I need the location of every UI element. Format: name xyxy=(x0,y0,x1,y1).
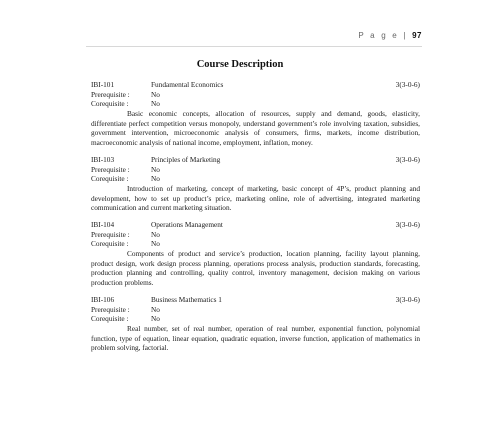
course-credit: 3(3-0-6) xyxy=(395,155,420,164)
prerequisite-label: Prerequisite : xyxy=(91,164,130,174)
page-separator: | xyxy=(403,31,408,40)
course-description: Components of product and service’s production, location planning, facility layout planning, product design, work design process planning, operations process analysis, production standards, forecasting, production planning and controlling, quality control, inventory management, decision making on various production problems. xyxy=(91,249,420,288)
course-description: Basic economic concepts, allocation of resources, supply and demand, goods, elasticity, differentiate perfect competition versus monopoly, understand government’s role involving taxation, subsidies, government intervention, microeconomic analysis of consumers, firms, markets, income distribution, macroeconomic analysis of national income, employment, inflation, money. xyxy=(91,109,420,148)
prerequisite-label: Prerequisite : xyxy=(91,304,130,314)
corequisite-label: Corequisite : xyxy=(91,239,129,249)
course-entry xyxy=(91,80,420,148)
corequisite-value: No xyxy=(151,99,160,109)
corequisite-row xyxy=(91,239,420,249)
course-name: Fundamental Economics xyxy=(151,80,224,89)
header-divider xyxy=(86,46,422,47)
corequisite-label: Corequisite : xyxy=(91,174,129,184)
corequisite-row xyxy=(91,99,420,109)
page-header xyxy=(358,31,422,40)
course-description: Real number, set of real number, operation of real number, exponential function, polynomial function, type of equation, linear equation, quadratic equation, inverse function, application of mathematics in problem solving, factorial. xyxy=(91,324,420,353)
course-heading-row xyxy=(91,220,420,230)
course-heading-row xyxy=(91,155,420,165)
prerequisite-row xyxy=(91,165,420,175)
page-number: 97 xyxy=(412,31,422,40)
course-credit: 3(3-0-6) xyxy=(395,295,420,304)
prerequisite-value: No xyxy=(151,304,160,314)
prerequisite-row xyxy=(91,90,420,100)
course-entry xyxy=(91,295,420,353)
prerequisite-row xyxy=(91,230,420,240)
prerequisite-value: No xyxy=(151,89,160,99)
corequisite-row xyxy=(91,314,420,324)
corequisite-row xyxy=(91,174,420,184)
corequisite-label: Corequisite : xyxy=(91,99,129,109)
course-credit: 3(3-0-6) xyxy=(395,80,420,89)
prerequisite-value: No xyxy=(151,164,160,174)
corequisite-label: Corequisite : xyxy=(91,314,129,324)
course-heading-row xyxy=(91,80,420,90)
prerequisite-row xyxy=(91,305,420,315)
corequisite-value: No xyxy=(151,239,160,249)
course-code: IBI-106 xyxy=(91,295,115,304)
prerequisite-label: Prerequisite : xyxy=(91,89,130,99)
course-description: Introduction of marketing, concept of marketing, basic concept of 4P’s, product planning and development, how to set up product’s price, marketing online, role of advertising, integrated marketing communication and current marketing situation. xyxy=(91,184,420,213)
course-credit: 3(3-0-6) xyxy=(395,220,420,229)
page-label: P a g e xyxy=(358,31,399,40)
course-name: Operations Management xyxy=(151,220,223,229)
document-title: Course Description xyxy=(196,59,284,70)
prerequisite-value: No xyxy=(151,229,160,239)
prerequisite-label: Prerequisite : xyxy=(91,229,130,239)
course-name: Business Mathematics 1 xyxy=(151,295,222,304)
corequisite-value: No xyxy=(151,174,160,184)
course-entry xyxy=(91,220,420,288)
course-code: IBI-103 xyxy=(91,155,115,164)
course-entry xyxy=(91,155,420,213)
course-name: Principles of Marketing xyxy=(151,155,221,164)
course-heading-row xyxy=(91,295,420,305)
corequisite-value: No xyxy=(151,314,160,324)
course-code: IBI-104 xyxy=(91,220,115,229)
course-code: IBI-101 xyxy=(91,80,115,89)
